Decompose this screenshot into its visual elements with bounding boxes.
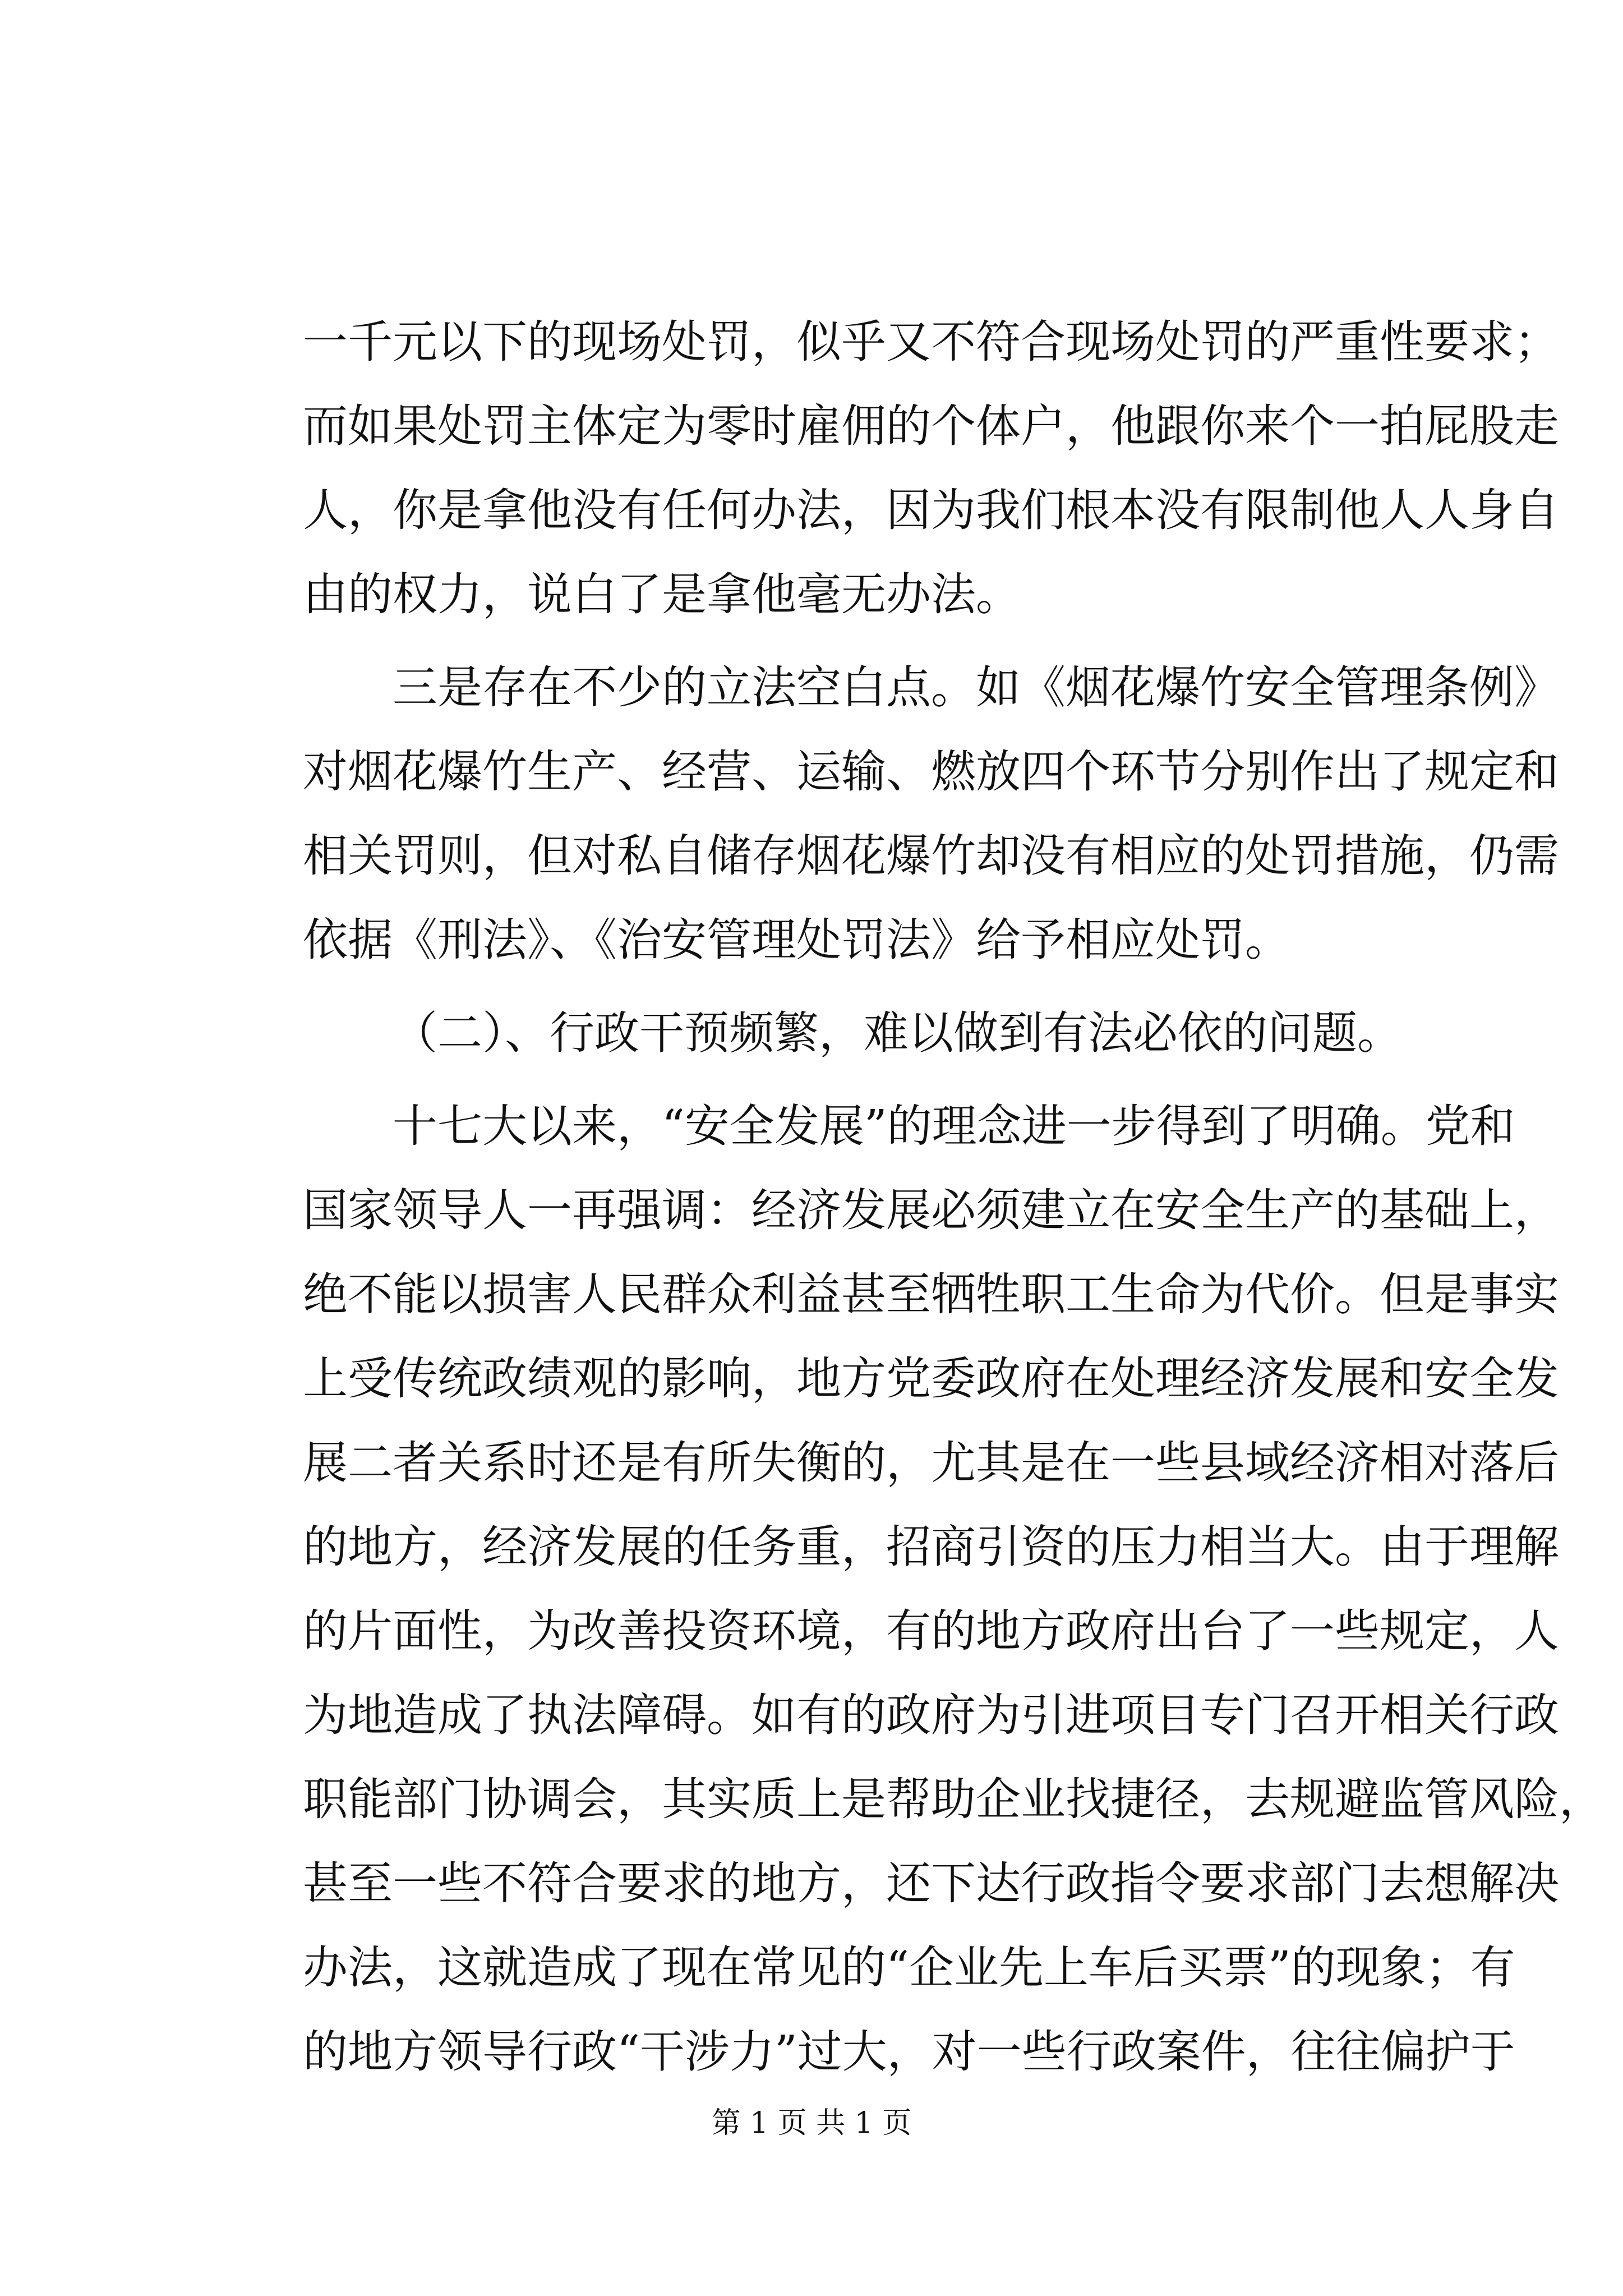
page-footer: 第 1 页 共 1 页 [711, 2106, 912, 2140]
text-line: 绝不能以损害人民群众利益甚至牺牲职工生命为代价。但是事实 [303, 1268, 1559, 1320]
text-line: 依据《刑法》、《治安管理处罚法》给予相应处罚。 [303, 914, 1290, 966]
text-line: 而如果处罚主体定为零时雇佣的个体户，他跟你来个一拍屁股走 [303, 400, 1559, 452]
text-line: 的地方领导行政“干涉力”过大，对一些行政案件，往往偏护于 [303, 2026, 1515, 2078]
text-line: 由的权力，说白了是拿他毫无办法。 [303, 568, 1021, 620]
text-line: 相关罚则，但对私自储存烟花爆竹却没有相应的处罚措施，仍需 [303, 830, 1559, 882]
text-line: 职能部门协调会，其实质上是帮助企业找捷径，去规避监管风险， [303, 1773, 1604, 1825]
document-body [303, 300, 1604, 2094]
paragraph-gap [303, 982, 1413, 991]
text-line: 国家领导人一再强调：经济发展必须建立在安全生产的基础上， [303, 1184, 1559, 1236]
text-line: 三是存在不少的立法空白点。如《烟花爆竹安全管理条例》 [393, 661, 1559, 714]
text-line: 十七大以来，“安全发展”的理念进一步得到了明确。党和 [393, 1100, 1515, 1152]
text-line: 的地方，经济发展的任务重，招商引资的压力相当大。由于理解 [303, 1521, 1559, 1573]
paragraph-gap [303, 1075, 1413, 1084]
text-line: 为地造成了执法障碍。如有的政府为引进项目专门召开相关行政 [303, 1689, 1559, 1741]
text-line: 的片面性，为改善投资环境，有的地方政府出台了一些规定，人 [303, 1605, 1559, 1657]
text-line: 展二者关系时还是有所失衡的，尤其是在一些县域经济相对落后 [303, 1437, 1559, 1489]
text-line: 办法，这就造成了现在常见的“企业先上车后买票”的现象；有 [303, 1941, 1515, 1994]
text-line: 对烟花爆竹生产、经营、运输、燃放四个环节分别作出了规定和 [303, 746, 1559, 798]
section-heading: （二）、行政干预频繁，难以做到有法必依的问题。 [393, 1007, 1402, 1059]
text-line: 上受传统政绩观的影响，地方党委政府在处理经济发展和安全发 [303, 1352, 1559, 1405]
paragraph-gap [303, 637, 1413, 646]
text-line: 人，你是拿他没有任何办法，因为我们根本没有限制他人人身自 [303, 484, 1559, 536]
text-line: 一千元以下的现场处罚，似乎又不符合现场处罚的严重性要求； [303, 316, 1559, 368]
text-line: 甚至一些不符合要求的地方，还下达行政指令要求部门去想解决 [303, 1857, 1559, 1910]
